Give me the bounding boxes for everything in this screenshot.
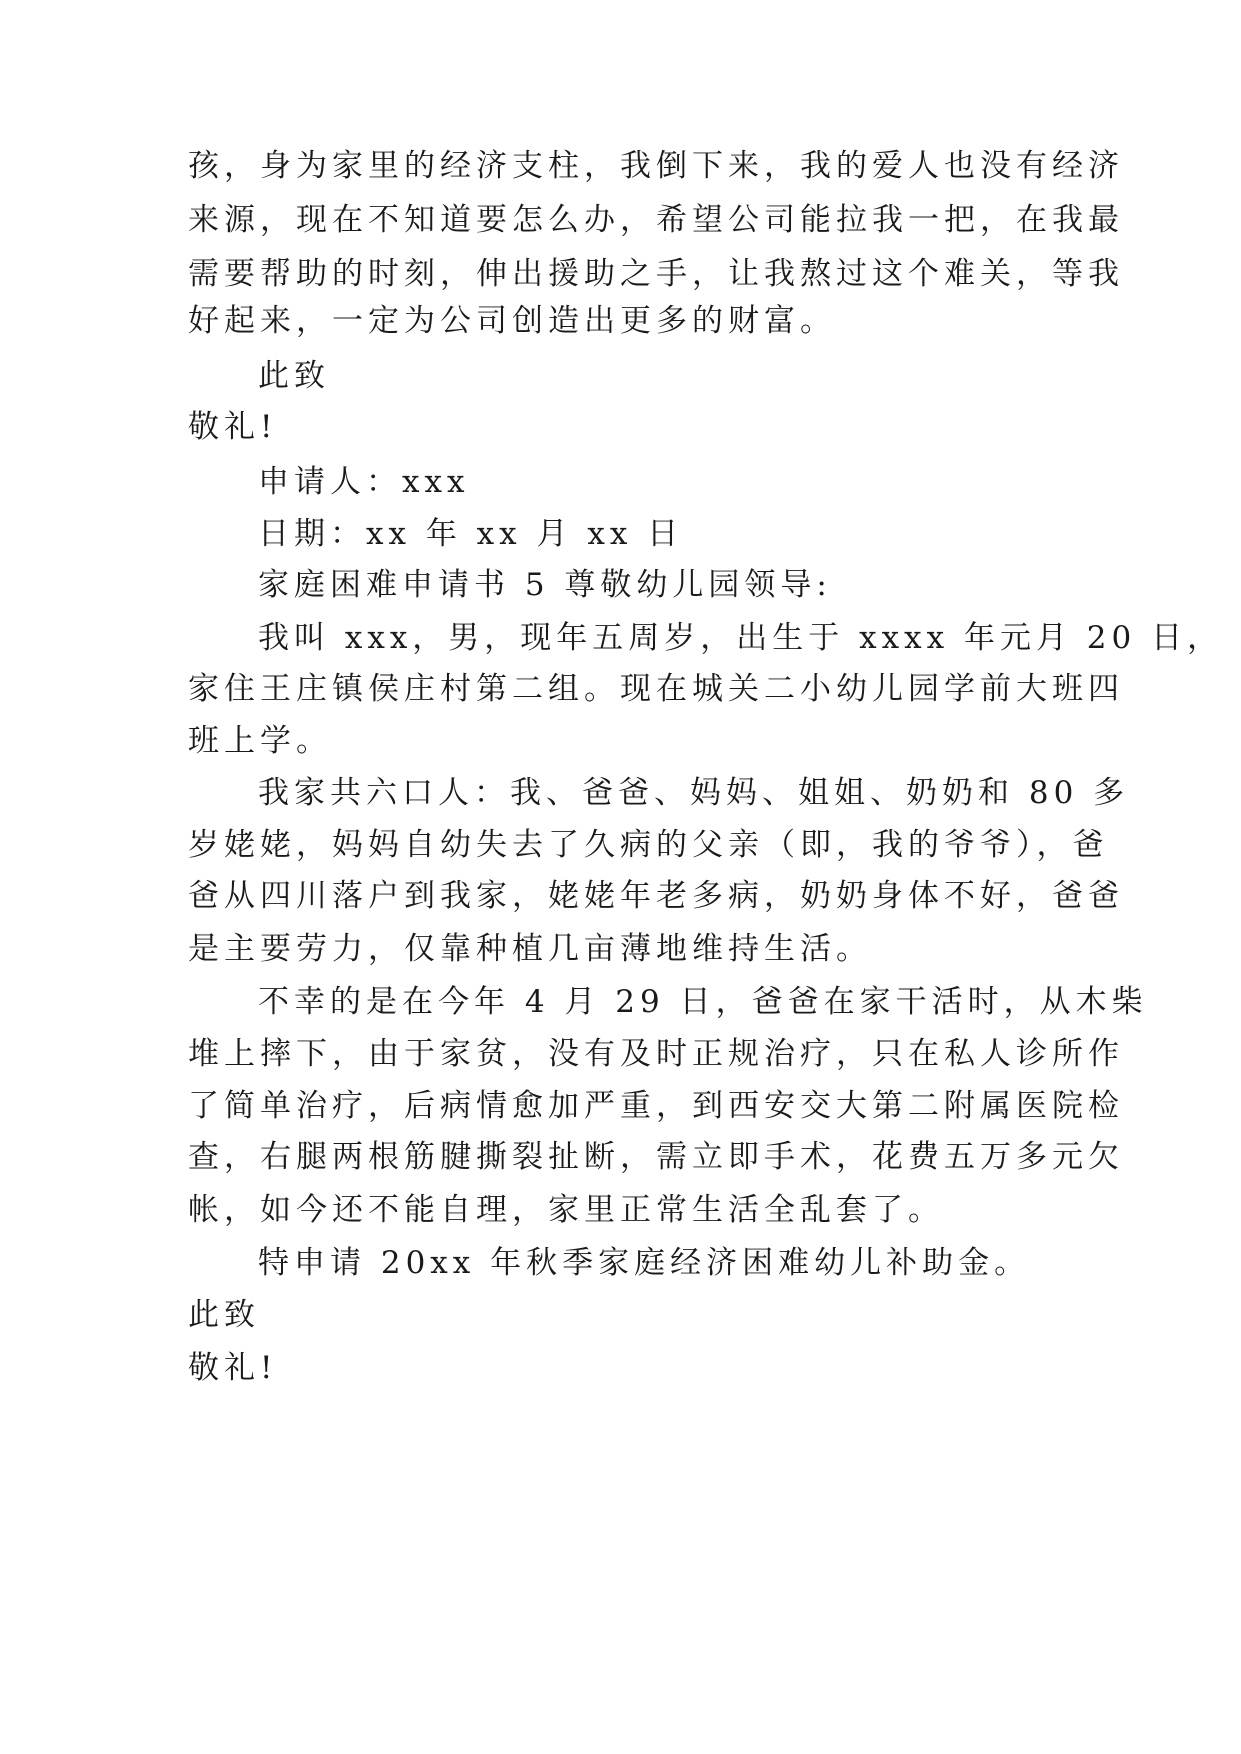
- body-line-1: 孩，身为家里的经济支柱，我倒下来，我的爱人也没有经济: [188, 148, 1124, 184]
- body-line-8: 我家共六口人：我、爸爸、妈妈、姐姐、奶奶和 80 多: [258, 775, 1130, 811]
- body-line-3: 需要帮助的时刻，伸出援助之手，让我熬过这个难关，等我: [188, 256, 1124, 292]
- body-line-10: 爸从四川落户到我家，姥姥年老多病，奶奶身体不好，爸爸: [188, 878, 1124, 914]
- body-line-15: 查，右腿两根筋腱撕裂扯断，需立即手术，花费五万多元欠: [188, 1139, 1124, 1175]
- body-line-7: 班上学。: [188, 723, 332, 759]
- closing-respect-2: 敬礼!: [188, 1350, 278, 1386]
- closing-respect: 敬礼!: [188, 409, 278, 445]
- body-line-13: 堆上摔下，由于家贫，没有及时正规治疗，只在私人诊所作: [188, 1036, 1124, 1072]
- body-line-16: 帐，如今还不能自理，家里正常生活全乱套了。: [188, 1192, 944, 1228]
- body-line-12: 不幸的是在今年 4 月 29 日，爸爸在家干活时，从木柴: [258, 984, 1148, 1020]
- body-line-6: 家住王庄镇侯庄村第二组。现在城关二小幼儿园学前大班四: [188, 671, 1124, 707]
- body-line-5: 我叫 xxx，男，现年五周岁，出生于 xxxx 年元月 20 日，: [258, 620, 1224, 656]
- body-line-14: 了简单治疗，后病情愈加严重，到西安交大第二附属医院检: [188, 1088, 1124, 1124]
- body-line-11: 是主要劳力，仅靠种植几亩薄地维持生活。: [188, 931, 872, 967]
- applicant-line: 申请人：xxx: [258, 464, 470, 500]
- closing-salutation: 此致: [258, 358, 330, 394]
- date-line: 日期：xx 年 xx 月 xx 日: [258, 516, 684, 552]
- closing-salutation-2: 此致: [188, 1297, 260, 1333]
- body-line-2: 来源，现在不知道要怎么办，希望公司能拉我一把，在我最: [188, 202, 1124, 238]
- body-line-4: 好起来，一定为公司创造出更多的财富。: [188, 303, 836, 339]
- body-line-9: 岁姥姥，妈妈自幼失去了久病的父亲（即，我的爷爷），爸: [188, 827, 1109, 863]
- letter-heading: 家庭困难申请书 5 尊敬幼儿园领导:: [258, 567, 832, 603]
- body-line-17: 特申请 20xx 年秋季家庭经济困难幼儿补助金。: [258, 1245, 1031, 1281]
